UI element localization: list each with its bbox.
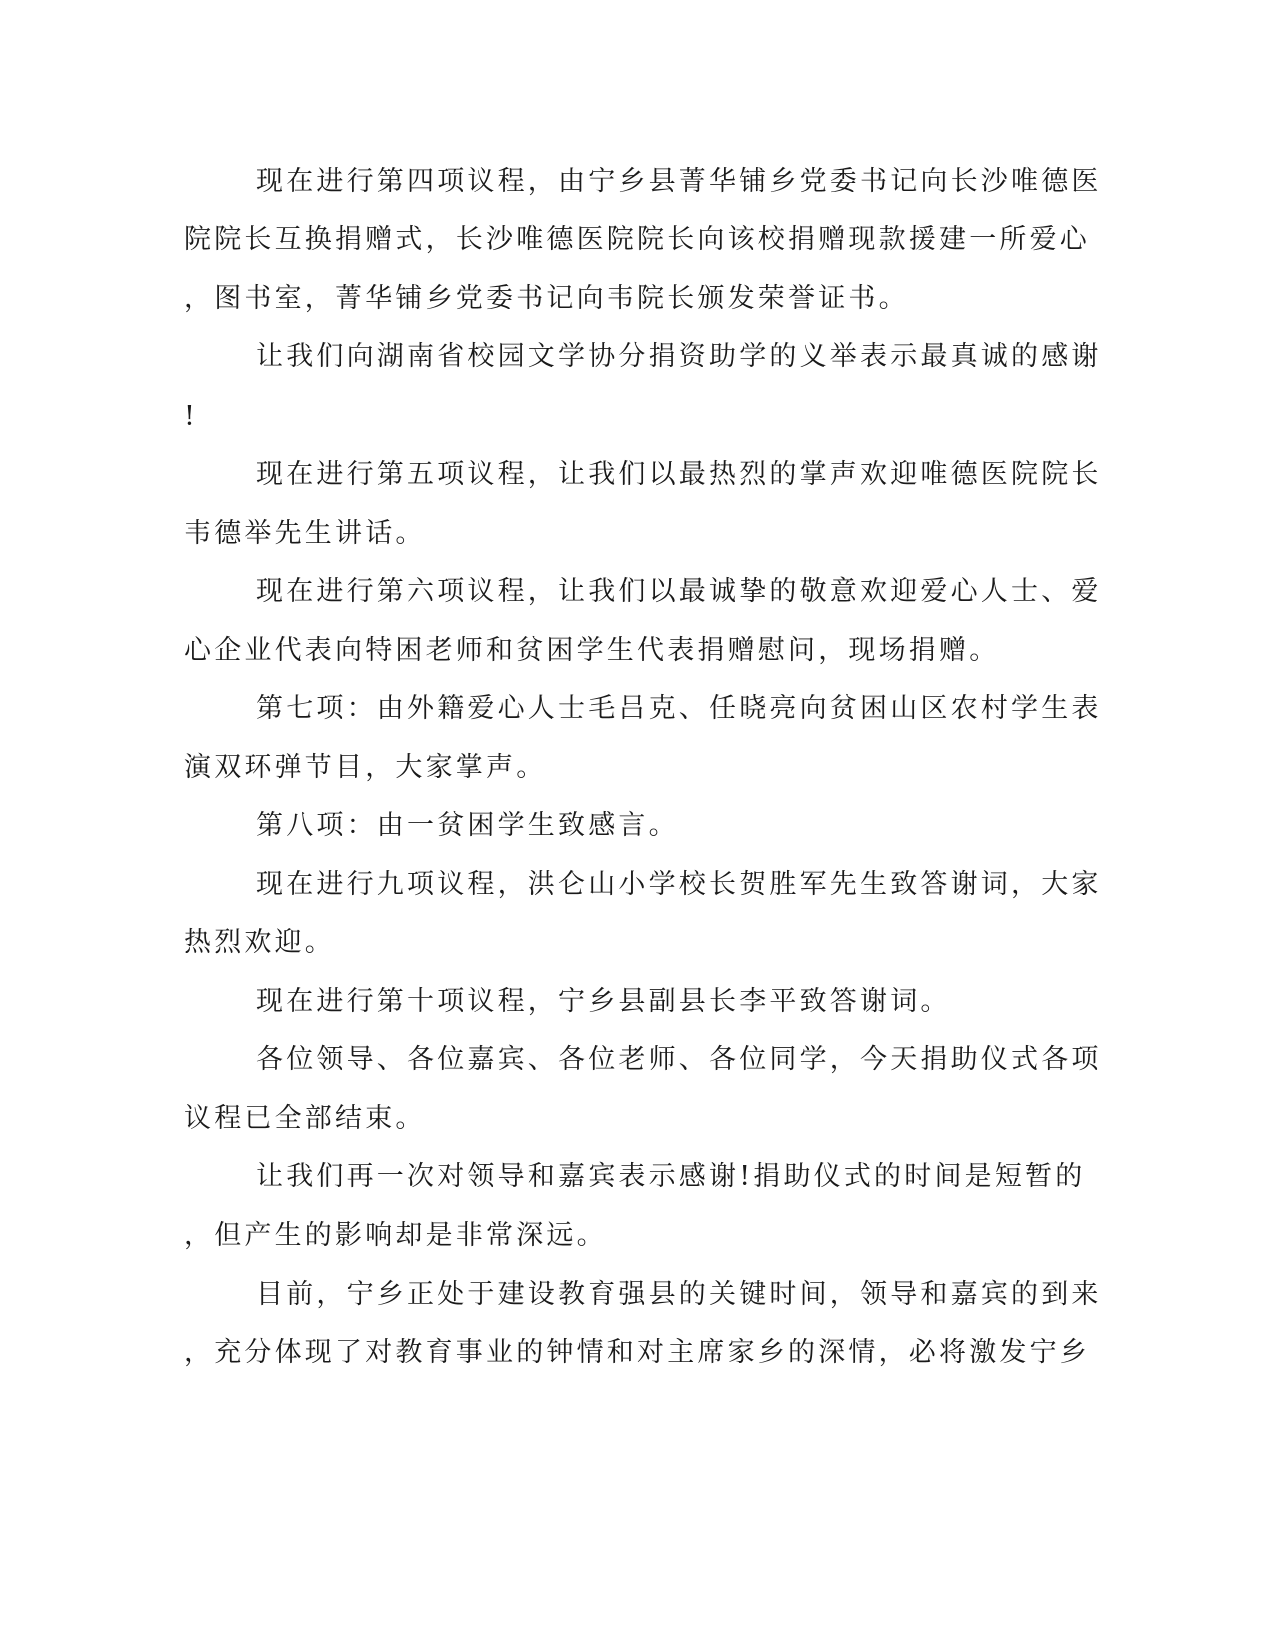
text-line: 演双环弹节目，大家掌声。 — [184, 752, 547, 783]
text-line: 韦德举先生讲话。 — [184, 518, 426, 549]
text-line: 心企业代表向特困老师和贫困学生代表捐赠慰问，现场捐赠。 — [184, 635, 1000, 666]
text-line: 现在进行第六项议程，让我们以最诚挚的敬意欢迎爱心人士、爱 — [256, 576, 1102, 607]
text-line: 议程已全部结束。 — [184, 1103, 426, 1134]
text-line: 目前，宁乡正处于建设教育强县的关键时间，领导和嘉宾的到来 — [256, 1279, 1102, 1310]
text-line: 现在进行第十项议程，宁乡县副县长李平致答谢词。 — [256, 986, 951, 1017]
text-line: ，充分体现了对教育事业的钟情和对主席家乡的深情，必将激发宁乡 — [184, 1337, 1090, 1368]
text-line: ，但产生的影响却是非常深远。 — [184, 1220, 607, 1251]
text-line: 第七项：由外籍爱心人士毛吕克、任晓亮向贫困山区农村学生表 — [256, 693, 1102, 724]
text-line: 让我们向湖南省校园文学协分捐资助学的义举表示最真诚的感谢 — [256, 341, 1102, 372]
text-line: 院院长互换捐赠式，长沙唯德医院院长向该校捐赠现款援建一所爱心 — [184, 224, 1090, 255]
text-line: ，图书室，菁华铺乡党委书记向韦院长颁发荣誉证书。 — [184, 283, 909, 314]
text-line: 现在进行九项议程，洪仑山小学校长贺胜军先生致答谢词，大家 — [256, 869, 1102, 900]
text-line: 现在进行第四项议程，由宁乡县菁华铺乡党委书记向长沙唯德医 — [256, 166, 1102, 197]
text-line: 现在进行第五项议程，让我们以最热烈的掌声欢迎唯德医院院长 — [256, 459, 1102, 490]
text-line: 热烈欢迎。 — [184, 927, 335, 958]
text-line: 第八项：由一贫困学生致感言。 — [256, 810, 679, 841]
text-line: ! — [184, 401, 199, 432]
text-line: 各位领导、各位嘉宾、各位老师、各位同学，今天捐助仪式各项 — [256, 1044, 1102, 1075]
text-line: 让我们再一次对领导和嘉宾表示感谢!捐助仪式的时间是短暂的 — [256, 1161, 1086, 1192]
